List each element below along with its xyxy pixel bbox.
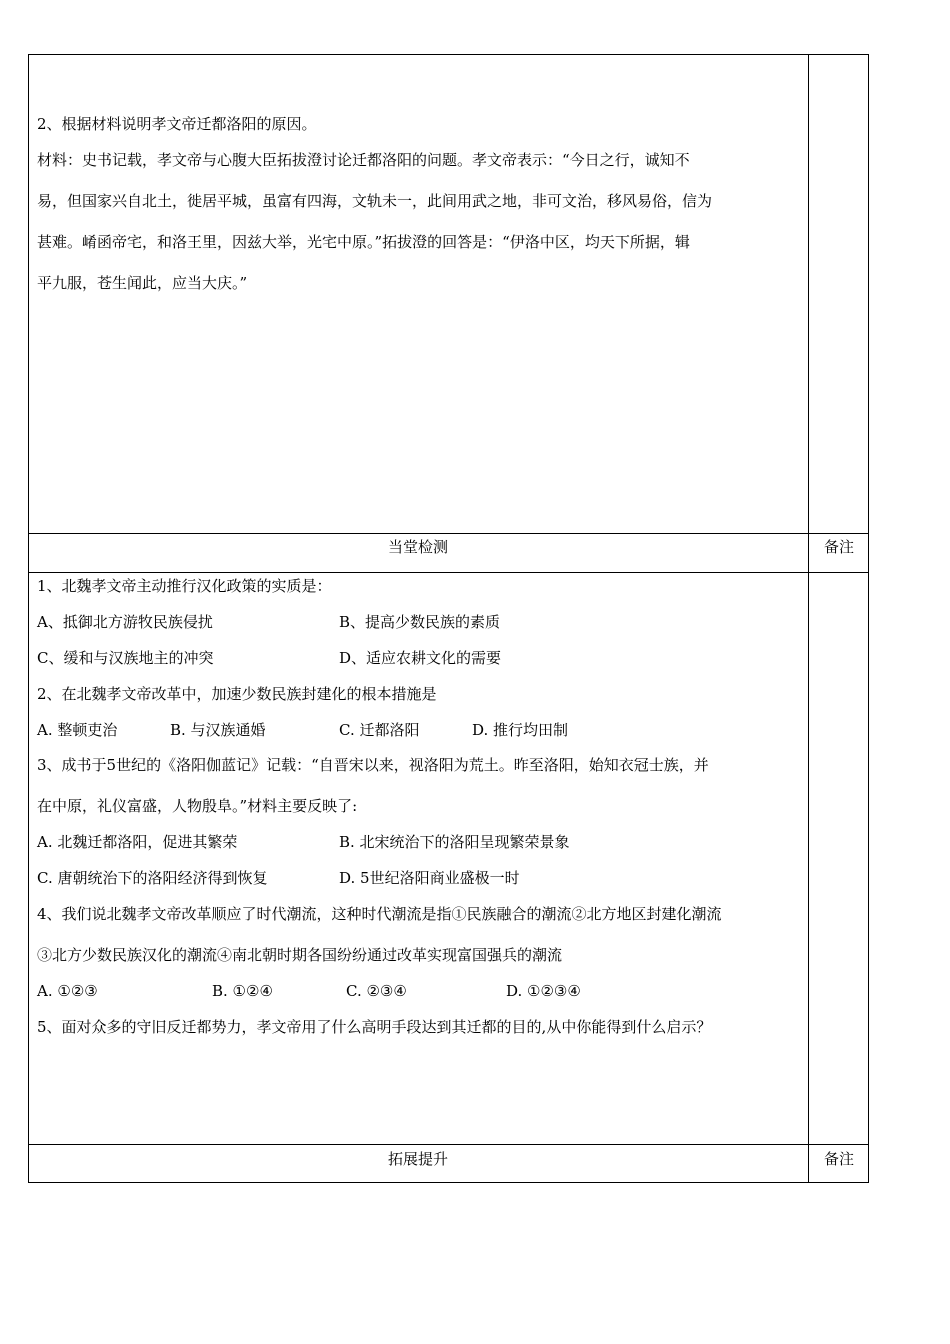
- row-divider: [28, 572, 869, 573]
- quiz-q1-option-a: A、抵御北方游牧民族侵扰: [37, 613, 213, 631]
- quiz-q5-stem: 5、面对众多的守旧反迁都势力，孝文帝用了什么高明手段达到其迁都的目的,从中你能得到什么启示？: [37, 1018, 712, 1036]
- quiz-q3-option-c: C. 唐朝统治下的洛阳经济得到恢复: [37, 869, 268, 887]
- quiz-q2-stem: 2、在北魏孝文帝改革中，加速少数民族封建化的根本措施是: [37, 685, 437, 703]
- quiz-q3-option-b: B. 北宋统治下的洛阳呈现繁荣景象: [339, 833, 570, 851]
- quiz-q2-option-c: C. 迁都洛阳: [339, 721, 420, 739]
- quiz-q3-stem-line-1: 3、成书于5世纪的《洛阳伽蓝记》记载：“自晋宋以来，视洛阳为荒土。昨至洛阳，始知衣冠士族，并: [37, 756, 709, 774]
- material-line-1: 材料：史书记载，孝文帝与心腹大臣拓拔澄讨论迁都洛阳的问题。孝文帝表示：“今日之行，诚知不: [37, 151, 690, 169]
- quiz-q1-option-c: C、缓和与汉族地主的冲突: [37, 649, 214, 667]
- material-line-4: 平九服，苍生闻此，应当大庆。”: [37, 274, 248, 292]
- quiz-q2-option-b: B. 与汉族通婚: [170, 721, 266, 739]
- notes-header: 备注: [823, 1150, 854, 1168]
- quiz-q4-option-d: D. ①②③④: [506, 982, 581, 1000]
- material-line-2: 易，但国家兴自北土，徙居平城，虽富有四海，文轨未一，此间用武之地，非可文治，移风易俗，信为: [37, 192, 713, 210]
- quiz-q4-option-b: B. ①②④: [212, 982, 273, 1000]
- section-title-extension: 拓展提升: [387, 1150, 448, 1168]
- section-title-class-check: 当堂检测: [387, 538, 448, 556]
- quiz-q4-stem-line-2: ③北方少数民族汉化的潮流④南北朝时期各国纷纷通过改革实现富国强兵的潮流: [37, 946, 563, 964]
- quiz-q3-option-a: A. 北魏迁都洛阳，促进其繁荣: [37, 833, 238, 851]
- quiz-q1-option-d: D、适应农耕文化的需要: [339, 649, 502, 667]
- row-divider: [28, 1144, 869, 1145]
- row-divider: [28, 533, 869, 534]
- quiz-q3-stem-line-2: 在中原，礼仪富盛，人物殷阜。”材料主要反映了:: [37, 797, 358, 815]
- quiz-q3-option-d: D. 5世纪洛阳商业盛极一时: [339, 869, 520, 887]
- question-2-title: 2、根据材料说明孝文帝迁都洛阳的原因。: [37, 115, 317, 133]
- quiz-q1-stem: 1、北魏孝文帝主动推行汉化政策的实质是：: [37, 577, 332, 595]
- material-line-3: 甚难。崤函帝宅，和洛王里，因兹大举，光宅中原。”拓拔澄的回答是：“伊洛中区，均天下所据，辑: [37, 233, 690, 251]
- notes-header: 备注: [823, 538, 854, 556]
- quiz-q1-option-b: B、提高少数民族的素质: [339, 613, 501, 631]
- quiz-q4-option-c: C. ②③④: [346, 982, 407, 1000]
- quiz-q2-option-a: A. 整顿吏治: [37, 721, 118, 739]
- notes-column-divider: [808, 54, 809, 1183]
- quiz-q2-option-d: D. 推行均田制: [472, 721, 569, 739]
- quiz-q4-option-a: A. ①②③: [37, 982, 98, 1000]
- quiz-q4-stem-line-1: 4、我们说北魏孝文帝改革顺应了时代潮流，这种时代潮流是指①民族融合的潮流②北方地区封建化潮流: [37, 905, 722, 923]
